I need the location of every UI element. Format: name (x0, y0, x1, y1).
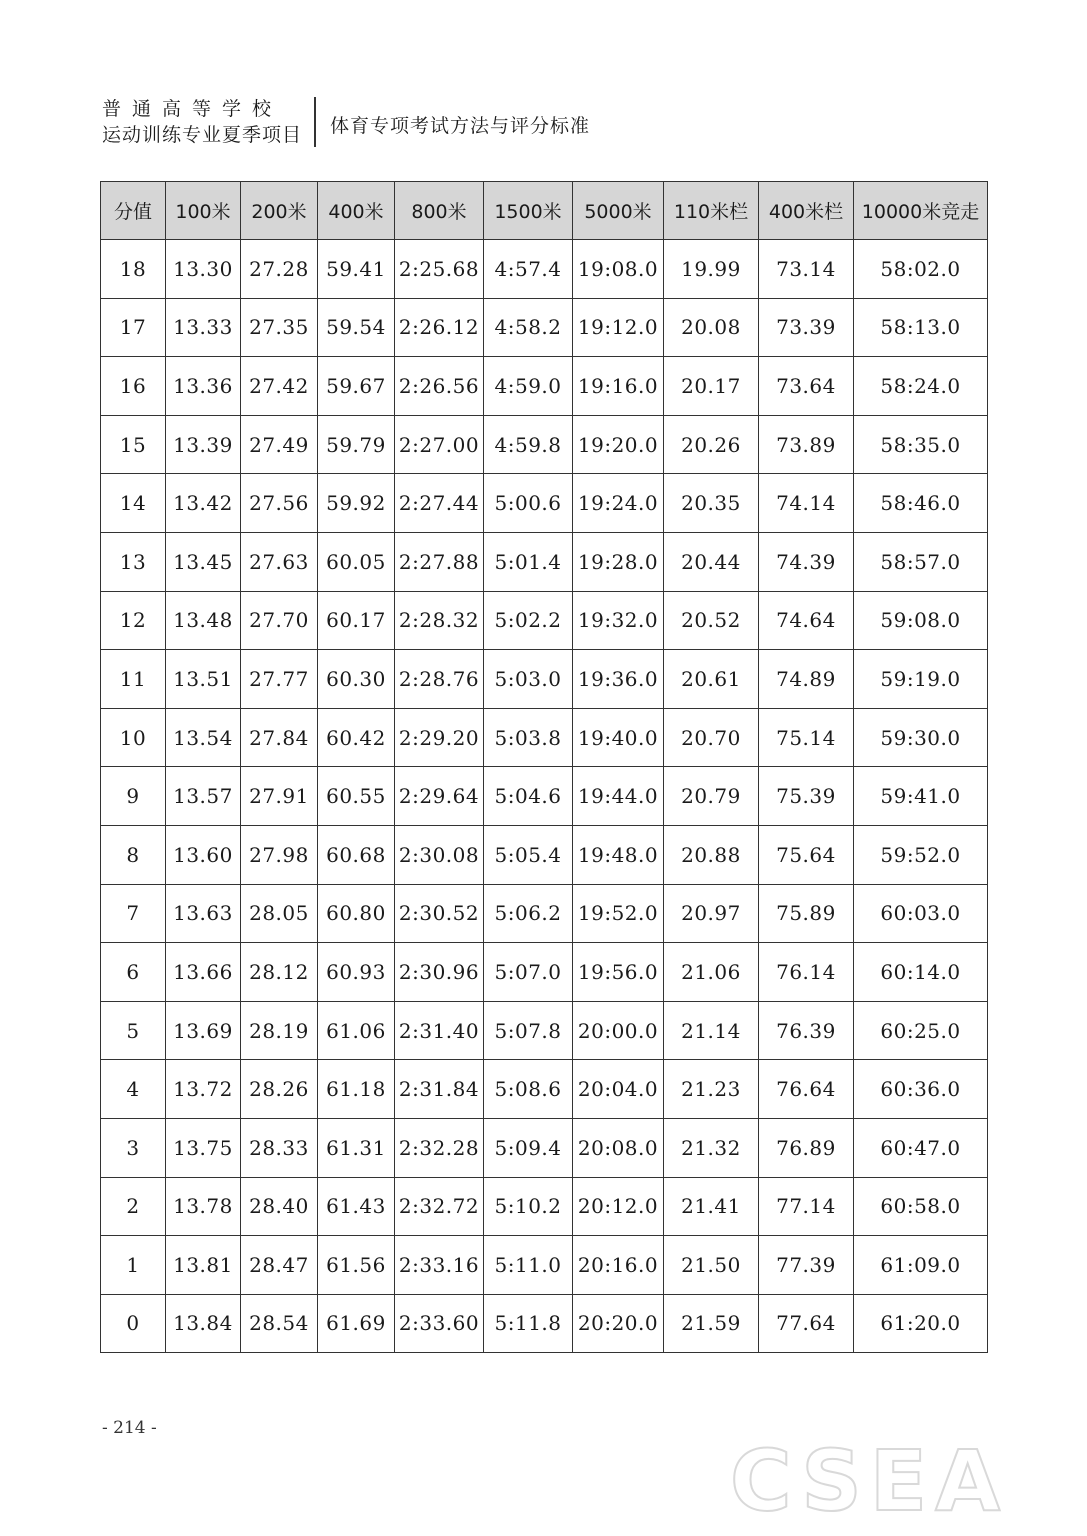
table-cell: 19:08.0 (573, 240, 664, 299)
table-row (101, 1236, 988, 1295)
score-cell: 11 (101, 650, 166, 709)
table-cell: 19:12.0 (573, 298, 664, 357)
table-cell: 27.77 (241, 650, 318, 709)
table-cell: 2:25.68 (395, 240, 484, 299)
table-cell: 2:29.20 (395, 708, 484, 767)
table-cell: 2:28.32 (395, 591, 484, 650)
table-cell: 13.36 (166, 357, 241, 416)
table-cell: 13.39 (166, 415, 241, 474)
table-cell: 13.84 (166, 1294, 241, 1353)
table-cell: 13.48 (166, 591, 241, 650)
table-cell: 20.44 (664, 532, 759, 591)
table-cell: 28.12 (241, 943, 318, 1002)
table-row (101, 298, 988, 357)
header-line2: 运动训练专业夏季项目 (102, 124, 303, 146)
table-cell: 20.79 (664, 767, 759, 826)
table-cell: 20:00.0 (573, 1001, 664, 1060)
table-cell: 27.70 (241, 591, 318, 650)
table-cell: 77.64 (759, 1294, 854, 1353)
table-cell: 59:30.0 (854, 708, 988, 767)
table-cell: 28.40 (241, 1177, 318, 1236)
header-title: 体育专项考试方法与评分标准 (330, 114, 591, 137)
header-divider (314, 97, 316, 147)
table-cell: 2:33.16 (395, 1236, 484, 1295)
table-cell: 13.51 (166, 650, 241, 709)
table-cell: 19:52.0 (573, 884, 664, 943)
table-cell: 60.30 (318, 650, 395, 709)
table-cell: 20.61 (664, 650, 759, 709)
table-cell: 19:40.0 (573, 708, 664, 767)
table-cell: 21.14 (664, 1001, 759, 1060)
table-cell: 60.55 (318, 767, 395, 826)
table-cell: 61.56 (318, 1236, 395, 1295)
table-cell: 58:35.0 (854, 415, 988, 474)
table-cell: 58:57.0 (854, 532, 988, 591)
score-cell: 3 (101, 1118, 166, 1177)
table-cell: 28.19 (241, 1001, 318, 1060)
table-cell: 21.59 (664, 1294, 759, 1353)
table-cell: 28.47 (241, 1236, 318, 1295)
table-cell: 60.42 (318, 708, 395, 767)
table-cell: 61:20.0 (854, 1294, 988, 1353)
header-series (102, 96, 302, 148)
table-cell: 73.14 (759, 240, 854, 299)
table-cell: 60.68 (318, 825, 395, 884)
table-cell: 5:00.6 (484, 474, 573, 533)
table-cell: 73.89 (759, 415, 854, 474)
table-cell: 73.39 (759, 298, 854, 357)
table-cell: 13.75 (166, 1118, 241, 1177)
table-row (101, 1060, 988, 1119)
table-cell: 2:26.56 (395, 357, 484, 416)
column-header: 分值 (101, 182, 166, 240)
table-cell: 28.05 (241, 884, 318, 943)
table-cell: 28.54 (241, 1294, 318, 1353)
table-cell: 76.89 (759, 1118, 854, 1177)
table-cell: 13.57 (166, 767, 241, 826)
table-cell: 19:44.0 (573, 767, 664, 826)
table-cell: 13.66 (166, 943, 241, 1002)
page-number: - 214 - (102, 1418, 157, 1438)
table-cell: 61.43 (318, 1177, 395, 1236)
table-cell: 59.67 (318, 357, 395, 416)
table-cell: 59.79 (318, 415, 395, 474)
table-cell: 74.39 (759, 532, 854, 591)
table-cell: 20.08 (664, 298, 759, 357)
table-cell: 2:30.52 (395, 884, 484, 943)
table-row (101, 767, 988, 826)
table-cell: 77.39 (759, 1236, 854, 1295)
score-cell: 16 (101, 357, 166, 416)
table-row (101, 1001, 988, 1060)
table-cell: 21.41 (664, 1177, 759, 1236)
table-cell: 74.64 (759, 591, 854, 650)
column-header: 400米栏 (759, 182, 854, 240)
table-cell: 21.23 (664, 1060, 759, 1119)
table-cell: 13.30 (166, 240, 241, 299)
table-cell: 5:03.8 (484, 708, 573, 767)
score-cell: 15 (101, 415, 166, 474)
table-cell: 75.39 (759, 767, 854, 826)
table-cell: 13.42 (166, 474, 241, 533)
table-cell: 27.35 (241, 298, 318, 357)
table-cell: 2:30.96 (395, 943, 484, 1002)
table-cell: 75.89 (759, 884, 854, 943)
column-header: 110米栏 (664, 182, 759, 240)
table-cell: 2:27.00 (395, 415, 484, 474)
table-cell: 21.50 (664, 1236, 759, 1295)
table-row (101, 1177, 988, 1236)
table-cell: 27.42 (241, 357, 318, 416)
table-cell: 59:19.0 (854, 650, 988, 709)
score-cell: 9 (101, 767, 166, 826)
score-table (100, 181, 988, 1353)
table-cell: 2:31.40 (395, 1001, 484, 1060)
table-cell: 27.56 (241, 474, 318, 533)
table-cell: 20.17 (664, 357, 759, 416)
score-cell: 1 (101, 1236, 166, 1295)
score-cell: 13 (101, 532, 166, 591)
table-cell: 59:41.0 (854, 767, 988, 826)
score-cell: 12 (101, 591, 166, 650)
table-cell: 19:24.0 (573, 474, 664, 533)
table-cell: 20:12.0 (573, 1177, 664, 1236)
table-cell: 19:36.0 (573, 650, 664, 709)
table-cell: 5:04.6 (484, 767, 573, 826)
column-header: 100米 (166, 182, 241, 240)
table-cell: 5:07.8 (484, 1001, 573, 1060)
table-cell: 76.14 (759, 943, 854, 1002)
table-cell: 60:03.0 (854, 884, 988, 943)
table-cell: 77.14 (759, 1177, 854, 1236)
table-row (101, 532, 988, 591)
table-cell: 21.32 (664, 1118, 759, 1177)
table-cell: 5:01.4 (484, 532, 573, 591)
table-cell: 5:07.0 (484, 943, 573, 1002)
table-cell: 5:08.6 (484, 1060, 573, 1119)
table-cell: 75.64 (759, 825, 854, 884)
table-cell: 13.45 (166, 532, 241, 591)
table-cell: 13.54 (166, 708, 241, 767)
table-row (101, 415, 988, 474)
table-cell: 60:25.0 (854, 1001, 988, 1060)
table-row (101, 1118, 988, 1177)
table-cell: 4:59.8 (484, 415, 573, 474)
score-cell: 8 (101, 825, 166, 884)
table-cell: 59.41 (318, 240, 395, 299)
table-cell: 5:09.4 (484, 1118, 573, 1177)
score-cell: 14 (101, 474, 166, 533)
table-cell: 2:32.72 (395, 1177, 484, 1236)
table-cell: 60:36.0 (854, 1060, 988, 1119)
table-row (101, 650, 988, 709)
table-cell: 2:28.76 (395, 650, 484, 709)
table-cell: 5:05.4 (484, 825, 573, 884)
score-cell: 18 (101, 240, 166, 299)
table-cell: 2:30.08 (395, 825, 484, 884)
table-row (101, 1294, 988, 1353)
table-cell: 5:03.0 (484, 650, 573, 709)
table-cell: 59:52.0 (854, 825, 988, 884)
table-cell: 2:31.84 (395, 1060, 484, 1119)
table-cell: 75.14 (759, 708, 854, 767)
table-row (101, 943, 988, 1002)
table-cell: 4:57.4 (484, 240, 573, 299)
table-cell: 13.81 (166, 1236, 241, 1295)
table-row (101, 240, 988, 299)
table-cell: 20:20.0 (573, 1294, 664, 1353)
table-cell: 60:14.0 (854, 943, 988, 1002)
table-cell: 13.33 (166, 298, 241, 357)
score-cell: 5 (101, 1001, 166, 1060)
table-cell: 60:58.0 (854, 1177, 988, 1236)
table-cell: 59:08.0 (854, 591, 988, 650)
table-cell: 5:11.0 (484, 1236, 573, 1295)
table-cell: 59.54 (318, 298, 395, 357)
table-cell: 60.05 (318, 532, 395, 591)
column-header: 400米 (318, 182, 395, 240)
table-cell: 21.06 (664, 943, 759, 1002)
score-cell: 7 (101, 884, 166, 943)
table-cell: 27.63 (241, 532, 318, 591)
table-cell: 27.49 (241, 415, 318, 474)
score-cell: 4 (101, 1060, 166, 1119)
table-cell: 13.69 (166, 1001, 241, 1060)
table-cell: 5:06.2 (484, 884, 573, 943)
table-cell: 20:04.0 (573, 1060, 664, 1119)
table-cell: 60:47.0 (854, 1118, 988, 1177)
table-cell: 2:32.28 (395, 1118, 484, 1177)
table-cell: 58:24.0 (854, 357, 988, 416)
table-cell: 58:13.0 (854, 298, 988, 357)
table-cell: 13.72 (166, 1060, 241, 1119)
table-cell: 61.31 (318, 1118, 395, 1177)
table-row (101, 357, 988, 416)
score-cell: 0 (101, 1294, 166, 1353)
table-cell: 27.84 (241, 708, 318, 767)
table-header-row (101, 182, 988, 240)
table-cell: 58:46.0 (854, 474, 988, 533)
column-header: 10000米竞走 (854, 182, 988, 240)
table-cell: 20:16.0 (573, 1236, 664, 1295)
table-cell: 61:09.0 (854, 1236, 988, 1295)
table-cell: 2:26.12 (395, 298, 484, 357)
table-row (101, 884, 988, 943)
table-cell: 27.91 (241, 767, 318, 826)
table-cell: 73.64 (759, 357, 854, 416)
column-header: 1500米 (484, 182, 573, 240)
column-header: 200米 (241, 182, 318, 240)
table-cell: 59.92 (318, 474, 395, 533)
table-body (101, 240, 988, 1353)
table-cell: 13.63 (166, 884, 241, 943)
table-cell: 61.06 (318, 1001, 395, 1060)
table-cell: 4:58.2 (484, 298, 573, 357)
table-cell: 13.60 (166, 825, 241, 884)
column-header: 800米 (395, 182, 484, 240)
header-line1: 普通高等学校 (102, 98, 283, 120)
table-cell: 19:28.0 (573, 532, 664, 591)
score-cell: 2 (101, 1177, 166, 1236)
table-cell: 61.69 (318, 1294, 395, 1353)
table-cell: 20.70 (664, 708, 759, 767)
table-cell: 74.89 (759, 650, 854, 709)
table-cell: 5:02.2 (484, 591, 573, 650)
table-cell: 28.33 (241, 1118, 318, 1177)
table-cell: 28.26 (241, 1060, 318, 1119)
column-header: 5000米 (573, 182, 664, 240)
table-cell: 5:11.8 (484, 1294, 573, 1353)
table-cell: 20.35 (664, 474, 759, 533)
table-cell: 60.93 (318, 943, 395, 1002)
table-cell: 19:16.0 (573, 357, 664, 416)
table-cell: 5:10.2 (484, 1177, 573, 1236)
table-cell: 27.98 (241, 825, 318, 884)
score-cell: 17 (101, 298, 166, 357)
table-cell: 76.39 (759, 1001, 854, 1060)
table-cell: 19:56.0 (573, 943, 664, 1002)
table-cell: 19:48.0 (573, 825, 664, 884)
table-row (101, 825, 988, 884)
score-cell: 6 (101, 943, 166, 1002)
table-row (101, 591, 988, 650)
table-row (101, 474, 988, 533)
table-cell: 2:27.88 (395, 532, 484, 591)
table-cell: 2:29.64 (395, 767, 484, 826)
table-cell: 61.18 (318, 1060, 395, 1119)
table-cell: 4:59.0 (484, 357, 573, 416)
table-cell: 19.99 (664, 240, 759, 299)
table-cell: 19:20.0 (573, 415, 664, 474)
table-cell: 74.14 (759, 474, 854, 533)
table-cell: 20.97 (664, 884, 759, 943)
watermark-logo: CSEA (730, 1432, 1009, 1530)
table-cell: 13.78 (166, 1177, 241, 1236)
table-cell: 2:33.60 (395, 1294, 484, 1353)
table-cell: 76.64 (759, 1060, 854, 1119)
table-cell: 60.80 (318, 884, 395, 943)
table-cell: 20.52 (664, 591, 759, 650)
table-cell: 60.17 (318, 591, 395, 650)
table-cell: 20.88 (664, 825, 759, 884)
score-cell: 10 (101, 708, 166, 767)
table-cell: 27.28 (241, 240, 318, 299)
table-row (101, 708, 988, 767)
table-cell: 20.26 (664, 415, 759, 474)
table-cell: 20:08.0 (573, 1118, 664, 1177)
table-cell: 2:27.44 (395, 474, 484, 533)
page-header (102, 96, 590, 148)
table-cell: 19:32.0 (573, 591, 664, 650)
table-cell: 58:02.0 (854, 240, 988, 299)
